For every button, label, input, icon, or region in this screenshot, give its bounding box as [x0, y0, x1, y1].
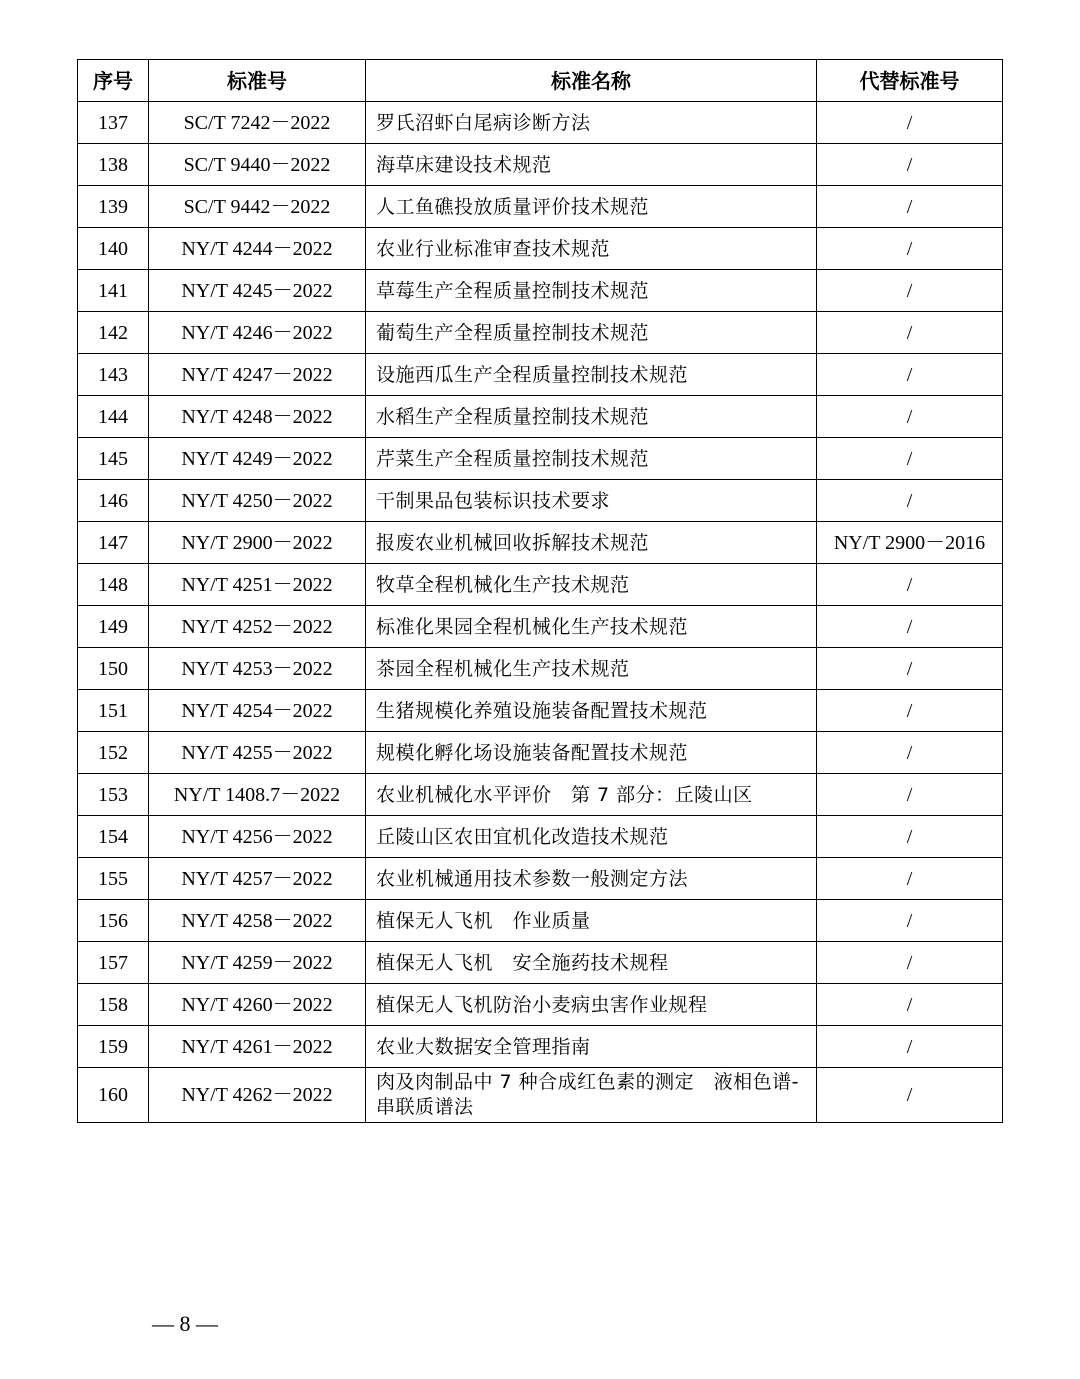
row-standard-name: 设施西瓜生产全程质量控制技术规范: [366, 354, 817, 396]
table-row: [78, 480, 1003, 522]
row-replaces-code: /: [817, 396, 1003, 438]
row-standard-name: 标准化果园全程机械化生产技术规范: [366, 606, 817, 648]
row-number: 160: [78, 1068, 149, 1123]
row-replaces-code: /: [817, 228, 1003, 270]
table-row: [78, 1026, 1003, 1068]
row-standard-code: SC/T 9442－2022: [149, 186, 366, 228]
header-code: 标准号: [149, 60, 366, 102]
row-number: 142: [78, 312, 149, 354]
row-standard-code: NY/T 4255－2022: [149, 732, 366, 774]
row-number: 150: [78, 648, 149, 690]
table-row: [78, 984, 1003, 1026]
row-standard-code: NY/T 4260－2022: [149, 984, 366, 1026]
row-replaces-code: /: [817, 732, 1003, 774]
row-replaces-code: /: [817, 774, 1003, 816]
table-header-row: [78, 60, 1003, 102]
row-replaces-code: /: [817, 144, 1003, 186]
standards-table: [77, 59, 1003, 1123]
row-replaces-code: /: [817, 564, 1003, 606]
row-number: 155: [78, 858, 149, 900]
row-number: 152: [78, 732, 149, 774]
row-replaces-code: /: [817, 984, 1003, 1026]
row-number: 156: [78, 900, 149, 942]
row-standard-code: NY/T 4251－2022: [149, 564, 366, 606]
row-number: 140: [78, 228, 149, 270]
row-number: 153: [78, 774, 149, 816]
row-number: 158: [78, 984, 149, 1026]
page-number: — 8 —: [152, 1311, 218, 1336]
row-number: 159: [78, 1026, 149, 1068]
row-replaces-code: /: [817, 606, 1003, 648]
table-body: [78, 102, 1003, 1123]
row-replaces-code: /: [817, 354, 1003, 396]
row-replaces-code: /: [817, 102, 1003, 144]
table-row: [78, 690, 1003, 732]
row-replaces-code: /: [817, 438, 1003, 480]
table-row: [78, 858, 1003, 900]
row-replaces-code: /: [817, 1068, 1003, 1123]
row-number: 139: [78, 186, 149, 228]
row-number: 138: [78, 144, 149, 186]
row-standard-name: 农业机械化水平评价 第 7 部分：丘陵山区: [366, 774, 817, 816]
row-number: 151: [78, 690, 149, 732]
row-number: 141: [78, 270, 149, 312]
row-replaces-code: /: [817, 186, 1003, 228]
row-standard-code: NY/T 1408.7－2022: [149, 774, 366, 816]
row-standard-code: NY/T 4249－2022: [149, 438, 366, 480]
table-row: [78, 102, 1003, 144]
row-replaces-code: /: [817, 942, 1003, 984]
row-replaces-code: /: [817, 648, 1003, 690]
row-standard-name: 生猪规模化养殖设施装备配置技术规范: [366, 690, 817, 732]
row-number: 145: [78, 438, 149, 480]
row-standard-name: 草莓生产全程质量控制技术规范: [366, 270, 817, 312]
row-standard-code: NY/T 4256－2022: [149, 816, 366, 858]
row-standard-code: NY/T 2900－2022: [149, 522, 366, 564]
table-row: [78, 942, 1003, 984]
row-standard-code: NY/T 4252－2022: [149, 606, 366, 648]
row-standard-code: NY/T 4246－2022: [149, 312, 366, 354]
row-standard-code: NY/T 4250－2022: [149, 480, 366, 522]
row-standard-code: NY/T 4253－2022: [149, 648, 366, 690]
row-standard-name: 人工鱼礁投放质量评价技术规范: [366, 186, 817, 228]
header-no: 序号: [78, 60, 149, 102]
table-row: [78, 606, 1003, 648]
row-standard-name: 植保无人飞机 作业质量: [366, 900, 817, 942]
row-standard-name: 芹菜生产全程质量控制技术规范: [366, 438, 817, 480]
row-standard-name: 丘陵山区农田宜机化改造技术规范: [366, 816, 817, 858]
row-replaces-code: NY/T 2900－2016: [817, 522, 1003, 564]
table-row: [78, 144, 1003, 186]
table-row: [78, 564, 1003, 606]
row-standard-name: 报废农业机械回收拆解技术规范: [366, 522, 817, 564]
row-standard-code: NY/T 4245－2022: [149, 270, 366, 312]
row-standard-code: NY/T 4254－2022: [149, 690, 366, 732]
row-replaces-code: /: [817, 858, 1003, 900]
row-standard-code: NY/T 4247－2022: [149, 354, 366, 396]
row-number: 157: [78, 942, 149, 984]
row-standard-name: 茶园全程机械化生产技术规范: [366, 648, 817, 690]
table-row: [78, 312, 1003, 354]
row-standard-name: 农业大数据安全管理指南: [366, 1026, 817, 1068]
row-standard-code: NY/T 4257－2022: [149, 858, 366, 900]
row-standard-name: 牧草全程机械化生产技术规范: [366, 564, 817, 606]
row-standard-name: 农业机械通用技术参数一般测定方法: [366, 858, 817, 900]
row-standard-code: NY/T 4261－2022: [149, 1026, 366, 1068]
row-number: 137: [78, 102, 149, 144]
row-standard-name: 农业行业标准审查技术规范: [366, 228, 817, 270]
row-standard-name: 肉及肉制品中 7 种合成红色素的测定 液相色谱-串联质谱法: [366, 1068, 817, 1123]
row-standard-name: 海草床建设技术规范: [366, 144, 817, 186]
row-replaces-code: /: [817, 1026, 1003, 1068]
row-number: 144: [78, 396, 149, 438]
row-replaces-code: /: [817, 690, 1003, 732]
row-standard-name: 植保无人飞机 安全施药技术规程: [366, 942, 817, 984]
table-row: [78, 396, 1003, 438]
table-row: [78, 228, 1003, 270]
row-number: 146: [78, 480, 149, 522]
row-standard-code: SC/T 7242－2022: [149, 102, 366, 144]
table-row: [78, 732, 1003, 774]
table-row: [78, 648, 1003, 690]
row-standard-code: NY/T 4262－2022: [149, 1068, 366, 1123]
table-row: [78, 270, 1003, 312]
row-replaces-code: /: [817, 312, 1003, 354]
table-row: [78, 900, 1003, 942]
row-number: 148: [78, 564, 149, 606]
row-number: 147: [78, 522, 149, 564]
header-replaces: 代替标准号: [817, 60, 1003, 102]
table-row: [78, 186, 1003, 228]
row-standard-name: 规模化孵化场设施装备配置技术规范: [366, 732, 817, 774]
row-standard-name: 葡萄生产全程质量控制技术规范: [366, 312, 817, 354]
row-standard-name: 罗氏沼虾白尾病诊断方法: [366, 102, 817, 144]
row-standard-code: NY/T 4244－2022: [149, 228, 366, 270]
row-replaces-code: /: [817, 900, 1003, 942]
table-row: [78, 522, 1003, 564]
table-row: [78, 816, 1003, 858]
row-standard-code: NY/T 4259－2022: [149, 942, 366, 984]
table-row: [78, 774, 1003, 816]
row-standard-code: SC/T 9440－2022: [149, 144, 366, 186]
row-number: 149: [78, 606, 149, 648]
row-standard-code: NY/T 4258－2022: [149, 900, 366, 942]
row-replaces-code: /: [817, 270, 1003, 312]
table-row: [78, 438, 1003, 480]
row-standard-name: 干制果品包装标识技术要求: [366, 480, 817, 522]
header-name: 标准名称: [366, 60, 817, 102]
row-replaces-code: /: [817, 480, 1003, 522]
table-row: [78, 354, 1003, 396]
table-row: [78, 1068, 1003, 1123]
row-standard-name: 水稻生产全程质量控制技术规范: [366, 396, 817, 438]
row-replaces-code: /: [817, 816, 1003, 858]
row-standard-name: 植保无人飞机防治小麦病虫害作业规程: [366, 984, 817, 1026]
row-number: 154: [78, 816, 149, 858]
row-number: 143: [78, 354, 149, 396]
row-standard-code: NY/T 4248－2022: [149, 396, 366, 438]
